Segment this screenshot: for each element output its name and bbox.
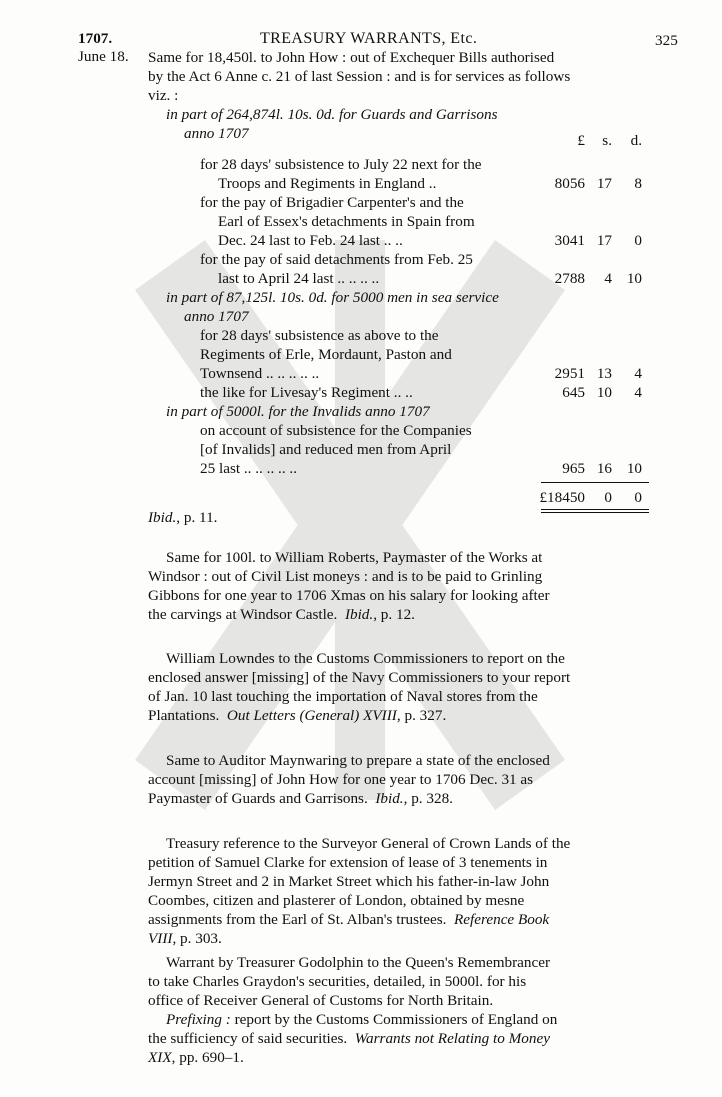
entry-line: Paymaster of Guards and Garrisons. <box>148 790 368 807</box>
entry-line: Jermyn Street and 2 in Market Street which his father-in-law John <box>148 873 550 890</box>
amount-pounds: 8056 <box>554 175 585 192</box>
entry-line: report by the Customs Commissioners of England on <box>230 1011 558 1028</box>
entry-reference <box>148 508 217 527</box>
ref-rest: , p. 12. <box>373 606 415 623</box>
entry-line: Same for 100l. to William Roberts, Paymaster of the Works at <box>166 549 543 566</box>
item-line: Earl of Essex's detachments in Spain from <box>218 213 475 230</box>
item-line: for 28 days' subsistence as above to the <box>200 327 439 344</box>
entry-clarke-reference <box>148 834 646 948</box>
amount-shillings: 17 <box>596 232 612 249</box>
entry-line: Same to Auditor Maynwaring to prepare a state of the enclosed <box>166 752 550 769</box>
item-line: last to April 24 last .. .. .. .. <box>218 270 380 287</box>
amount-pounds: 965 <box>562 460 585 477</box>
item-line: 25 last .. .. .. .. .. <box>200 460 298 477</box>
entry-line: petition of Samuel Clarke for extension of lease of 3 tenements in <box>148 854 548 871</box>
amount-pounds: 645 <box>562 384 585 401</box>
amount-pence: 4 <box>634 365 642 382</box>
invalids-heading: in part of 5000l. for the Invalids anno 1707 <box>166 403 430 420</box>
entry-roberts-warrant <box>148 548 646 624</box>
amount-pence: 10 <box>626 460 642 477</box>
running-head: TREASURY WARRANTS, Etc. <box>260 30 478 47</box>
entry-line: Same for 18,450l. to John How : out of Exchequer Bills authorised <box>148 49 555 66</box>
item-line: Townsend .. .. .. .. .. <box>200 365 320 382</box>
entry-graydon-warrant <box>148 953 646 1067</box>
item-line: Regiments of Erle, Mordaunt, Paston and <box>200 346 452 363</box>
amount-pounds: 2788 <box>554 270 585 287</box>
page-number: 325 <box>655 32 678 49</box>
ref-rest: , p. 328. <box>403 790 453 807</box>
entry-line: William Lowndes to the Customs Commissioners to report on the <box>166 650 565 667</box>
guards-heading: in part of 264,874l. 10s. 0d. for Guards and Garrisons <box>166 106 498 123</box>
amount-shillings: 10 <box>596 384 612 401</box>
ref-italic: XIX <box>148 1049 172 1066</box>
amount-shillings: 16 <box>596 460 612 477</box>
amount-pounds: 2951 <box>554 365 585 382</box>
entry-line: to take Charles Graydon's securities, detailed, in 5000l. for his <box>148 973 527 990</box>
entry-line: the carvings at Windsor Castle. <box>148 606 338 623</box>
entry-line: Plantations. <box>148 707 220 724</box>
ref-italic: Reference Book <box>454 911 550 928</box>
amount-shillings: 13 <box>596 365 612 382</box>
sea-heading-cont: anno 1707 <box>184 308 249 325</box>
entry-line: assignments from the Earl of St. Alban's trustees. <box>148 911 447 928</box>
item-line: Troops and Regiments in England .. <box>218 175 437 192</box>
entry-line: account [missing] of John How for one year to 1706 Dec. 31 as <box>148 771 534 788</box>
total-pence: 0 <box>634 489 642 506</box>
amount-shillings: 4 <box>604 270 612 287</box>
amount-pence: 0 <box>634 232 642 249</box>
entry-maynwaring-letter <box>148 751 646 808</box>
entry-line: Windsor : out of Civil List moneys : and is to be paid to Grinling <box>148 568 543 585</box>
ref-italic: Warrants not Relating to Money <box>354 1030 550 1047</box>
total-double-rule-b <box>541 512 649 513</box>
guards-heading-cont: anno 1707 <box>184 125 249 142</box>
margin-year: 1707. <box>78 30 113 47</box>
item-line: [of Invalids] and reduced men from April <box>200 441 452 458</box>
entry-line: viz. : <box>148 87 179 104</box>
total-shillings: 0 <box>604 489 612 506</box>
amount-shillings: 17 <box>596 175 612 192</box>
ref-italic: Ibid. <box>148 509 177 526</box>
amount-pounds: 3041 <box>554 232 585 249</box>
col-header-shillings: s. <box>602 132 612 149</box>
ref-italic: Out Letters (General) XVIII <box>226 707 397 724</box>
ref-rest: , p. 303. <box>172 930 222 947</box>
amount-pence: 4 <box>634 384 642 401</box>
amount-pence: 8 <box>634 175 642 192</box>
item-line: for the pay of Brigadier Carpenter's and the <box>200 194 464 211</box>
entry-line: Warrant by Treasurer Godolphin to the Queen's Remembrancer <box>166 954 551 971</box>
amount-pence: 10 <box>626 270 642 287</box>
total-pounds: £18450 <box>539 489 585 506</box>
item-line: on account of subsistence for the Companies <box>200 422 472 439</box>
total-rule <box>541 482 649 483</box>
ref-italic: Ibid. <box>375 790 404 807</box>
ref-rest: , p. 327. <box>396 707 447 724</box>
entry-line: the sufficiency of said securities. <box>148 1030 348 1047</box>
entry-line: enclosed answer [missing] of the Navy Commissioners to your report <box>148 669 571 686</box>
total-double-rule-a <box>541 509 649 510</box>
ref-rest: , p. 11. <box>176 509 218 526</box>
margin-date: June 18. <box>78 48 129 65</box>
entry-line: Gibbons for one year to 1706 Xmas on his salary for looking after <box>148 587 550 604</box>
entry-line: Treasury reference to the Surveyor General of Crown Lands of the <box>166 835 571 852</box>
ref-italic: VIII <box>148 930 173 947</box>
col-header-pence: d. <box>630 132 642 149</box>
ref-italic: Ibid. <box>344 606 374 623</box>
entry-line: by the Act 6 Anne c. 21 of last Session : and is for services as follows <box>148 68 571 85</box>
sea-heading: in part of 87,125l. 10s. 0d. for 5000 men in sea service <box>166 289 499 306</box>
entry-lowndes-letter <box>148 649 646 725</box>
item-line: Dec. 24 last to Feb. 24 last .. .. <box>218 232 403 249</box>
account-table <box>148 105 646 515</box>
entry-line: of Jan. 10 last touching the importation of Naval stores from the <box>148 688 538 705</box>
entry-line: Coombes, citizen and plasterer of London, obtained by mesne <box>148 892 525 909</box>
prefix-label: Prefixing : <box>166 1011 231 1028</box>
item-line: for the pay of said detachments from Feb. 25 <box>200 251 473 268</box>
entry-how-warrant <box>148 48 646 105</box>
entry-line: office of Receiver General of Customs for North Britain. <box>148 992 494 1009</box>
item-line: for 28 days' subsistence to July 22 next for the <box>200 156 482 173</box>
item-line: the like for Livesay's Regiment .. .. <box>200 384 413 401</box>
col-header-pounds: £ <box>577 132 585 149</box>
ref-rest: , pp. 690–1. <box>171 1049 244 1066</box>
